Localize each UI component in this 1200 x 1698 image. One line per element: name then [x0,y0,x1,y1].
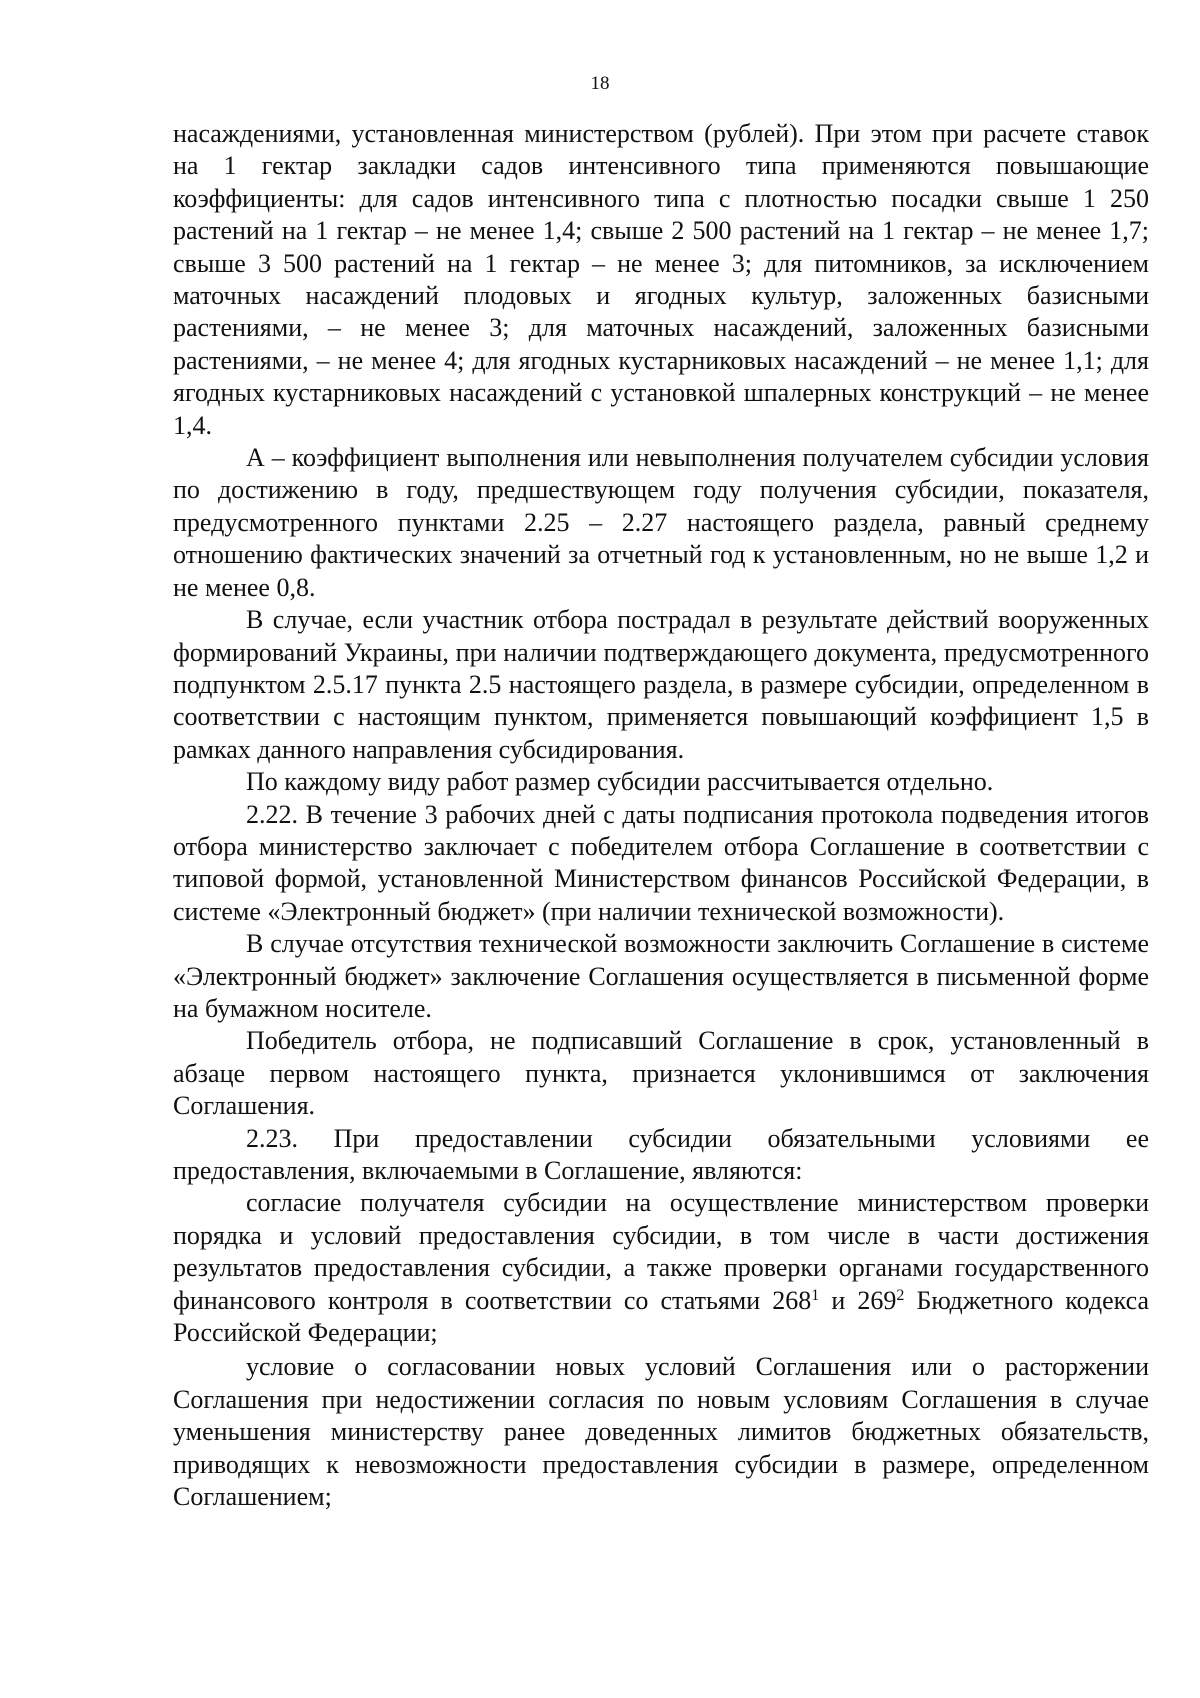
page-number: 18 [590,73,610,94]
superscript-268: 1 [811,1286,820,1304]
paragraph-winner-evading: Победитель отбора, не подписавший Соглашение в срок, установленный в абзаце первом настоящего пункта, признается уклонившимся от заключения Соглашения. [173,1026,1149,1121]
document-body [173,118,1149,1513]
paragraph-new-conditions: условие о согласовании новых условий Соглашения или о расторжении Соглашения при недостижении согласия по новым условиям Соглашения в случае уменьшения министерству ранее доведенных лимитов бюджетных обязательств, приводящих к невозможности предоставления субсидии в размере, определенном Соглашением; [173,1352,1149,1512]
paragraph-continuation: насаждениями, установленная министерством (рублей). При этом при расчете ставок на 1 гектар закладки садов интенсивного типа применяются повышающие коэффициенты: для садов интенсивного типа с плотностью посадки свыше 1 250 растений на 1 гектар – не менее 1,4; свыше 2 500 растений на 1 гектар – не менее 1,7; свыше 3 500 растений на 1 гектар – не менее 3; для питомников, за исключением маточных насаждений плодовых и ягодных культур, заложенных базисными растениями, – не менее 3; для маточных насаждений, заложенных базисными растениями, – не менее 4; для ягодных кустарниковых насаждений – не менее 1,1; для ягодных кустарниковых насаждений с установкой шпалерных конструкций – не менее 1,4. [173,119,1149,440]
paragraph-2-22: 2.22. В течение 3 рабочих дней с даты подписания протокола подведения итогов отбора министерство заключает с победителем отбора Соглашение в соответствии с типовой формой, установленной Министерством финансов Российской Федерации, в системе «Электронный бюджет» (при наличии технической возможности). [173,799,1149,926]
paragraph-ukraine-case: В случае, если участник отбора пострадал в результате действий вооруженных формирований Украины, при наличии подтверждающего документа, предусмотренного подпунктом 2.5.17 пункта 2.5 настоящего раздела, в размере субсидии, определенном в соответствии с настоящим пунктом, применяется повышающий коэффициент 1,5 в рамках данного направления субсидирования. [173,605,1149,764]
consent-text-before: согласие получателя субсидии на осуществление министерством проверки порядка и условий предоставления субсидии, в том числе в части достижения результатов предоставления субсидии, а также проверки органами государственного финансового контроля в соответствии со статьями 268 [173,1188,1149,1315]
paragraph-no-tech-possibility: В случае отсутствия технической возможности заключить Соглашение в системе «Электронный бюджет» заключение Соглашения осуществляется в письменной форме на бумажном носителе. [173,929,1149,1023]
consent-text-middle: и 269 [819,1285,897,1315]
paragraph-separate-calc: По каждому виду работ размер субсидии рассчитывается отдельно. [246,767,994,797]
consent-text-after: Бюджетного кодекса Российской Федерации; [173,1285,1150,1348]
paragraph-consent-inspection [173,1187,1149,1349]
superscript-269: 2 [896,1286,905,1304]
paragraph-2-23: 2.23. При предоставлении субсидии обязательными условиями ее предоставления, включаемыми в Соглашение, являются: [173,1123,1149,1185]
paragraph-coefficient-a: А – коэффициент выполнения или невыполнения получателем субсидии условия по достижению в году, предшествующем году получения субсидии, показателя, предусмотренного пунктами 2.25 – 2.27 настоящего раздела, равный среднему отношению фактических значений за отчетный год к установленным, но не выше 1,2 и не менее 0,8. [173,443,1149,602]
